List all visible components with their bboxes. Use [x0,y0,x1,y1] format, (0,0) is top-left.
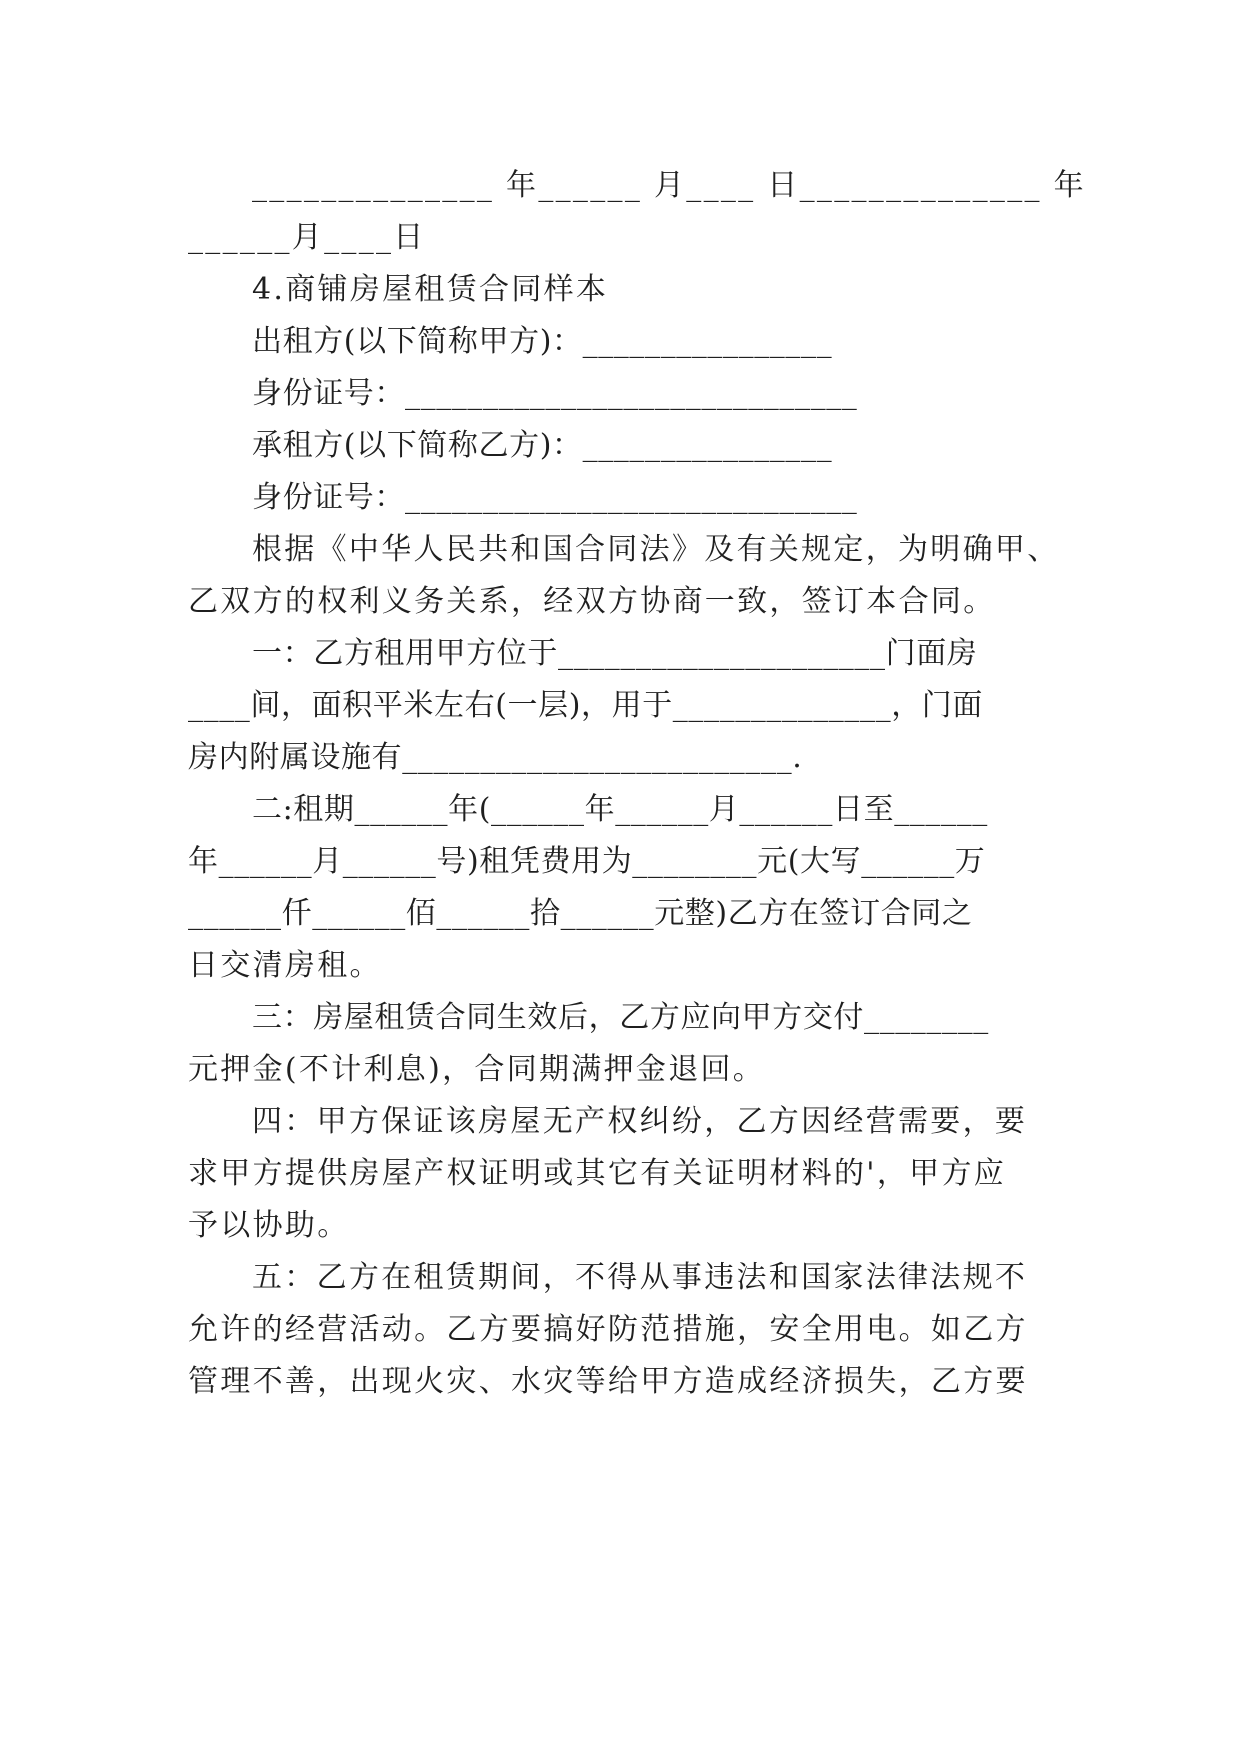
clause-4-line-3: 予以协助。 [188,1208,350,1243]
preamble-line-2: 乙双方的权利义务关系，经双方协商一致，签订本合同。 [188,584,996,619]
clause-5-line-3: 管理不善，出现火灾、水灾等给甲方造成经济损失，乙方要 [188,1364,1028,1399]
clause-5-line-1: 五：乙方在租赁期间，不得从事违法和国家法律法规不 [252,1260,1028,1295]
clause-3-line-1: 三：房屋租赁合同生效后，乙方应向甲方交付________ [252,1000,989,1035]
clause-1-line-2: ____间，面积平米左右(一层)，用于______________，门面 [188,688,984,723]
date-line-2: ______月____日 [188,220,426,255]
lessor-field: 出租方(以下简称甲方)：________________ [252,324,833,359]
lessee-field: 承租方(以下简称乙方)：________________ [252,428,833,463]
clause-1-line-1: 一：乙方租用甲方位于_____________________门面房 [252,636,978,671]
clause-2-line-4: 日交清房租。 [188,948,382,983]
clause-4-line-1: 四：甲方保证该房屋无产权纠纷，乙方因经营需要，要 [252,1104,1028,1139]
preamble-line-1: 根据《中华人民共和国合同法》及有关规定，为明确甲、 [252,532,1060,567]
lessor-id-field: 身份证号：_____________________________ [252,376,858,411]
lessee-id-field: 身份证号：_____________________________ [252,480,858,515]
clause-1-line-3: 房内附属设施有_________________________. [188,740,803,775]
clause-3-line-2: 元押金(不计利息)，合同期满押金退回。 [188,1052,766,1087]
clause-5-line-2: 允许的经营活动。乙方要搞好防范措施，安全用电。如乙方 [188,1312,1028,1347]
clause-2-line-2: 年______月______号)租凭费用为________元(大写______万 [188,844,986,879]
date-line-1: ______________ 年______ 月____ 日______________ 年 [252,168,1086,203]
clause-4-line-2: 求甲方提供房屋产权证明或其它有关证明材料的'，甲方应 [188,1156,1007,1191]
clause-2-line-3: ______仟______佰______拾______元整)乙方在签订合同之 [188,896,973,931]
section-heading: 4.商铺房屋租赁合同样本 [252,272,609,307]
clause-2-line-1: 二:租期______年(______年______月______日至______ [252,792,988,827]
